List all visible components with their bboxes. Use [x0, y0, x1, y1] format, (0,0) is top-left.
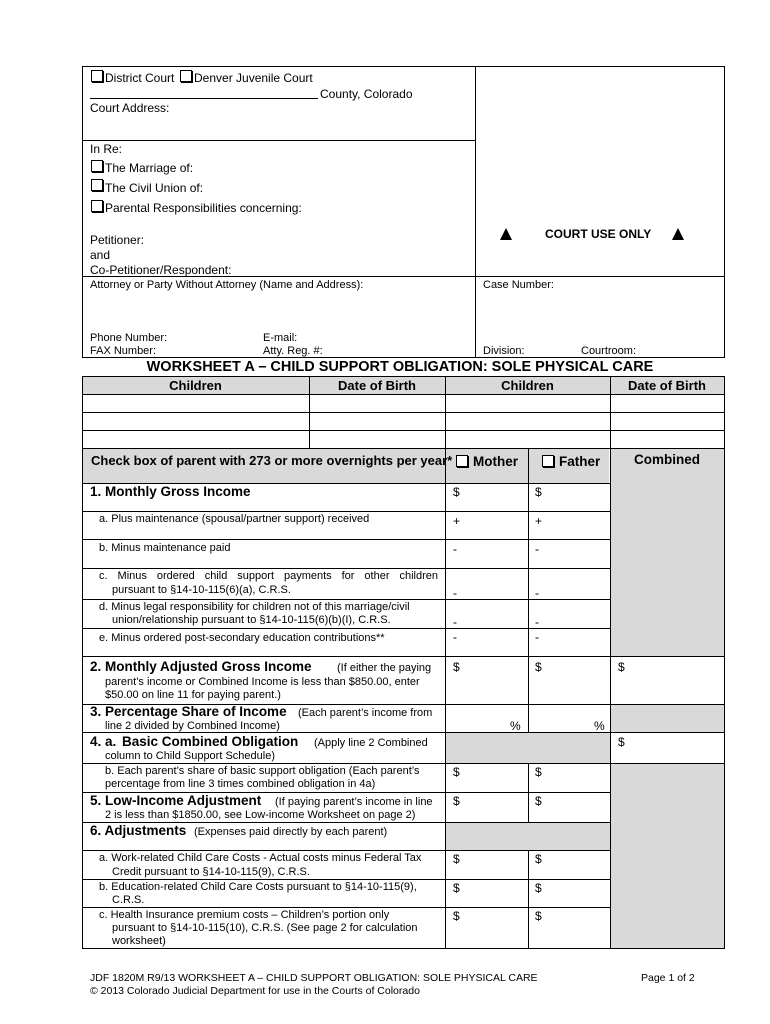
civil-union-checkbox[interactable] [91, 179, 103, 191]
line1d-label: d. Minus legal responsibility for children not of this marriage/civil [99, 601, 410, 613]
line4-note-cont: column to Child Support Schedule) [105, 750, 275, 762]
line6c-label-cont: pursuant to §14-10-115(10), C.R.S. (See page 2 for calculation [112, 922, 418, 934]
children-header: Children [169, 378, 222, 393]
page-title: WORKSHEET A – CHILD SUPPORT OBLIGATION: SOLE PHYSICAL CARE [146, 359, 654, 375]
minus-sign: - [535, 542, 539, 556]
dollar-sign: $ [453, 881, 460, 895]
juvenile-court-label: Denver Juvenile Court [194, 71, 313, 85]
mother-checkbox[interactable] [456, 455, 468, 467]
line2-label: 2. Monthly Adjusted Gross Income [90, 659, 312, 674]
children-header: Children [501, 378, 554, 393]
line1d-label-cont: union/relationship pursuant to §14-10-115(6)(b)(I), C.R.S. [112, 614, 391, 626]
email-label: E-mail: [263, 332, 298, 344]
parental-responsibilities-label: Parental Responsibilities concerning: [105, 201, 302, 215]
dollar-sign: $ [535, 765, 542, 779]
plus-sign: + [453, 514, 461, 528]
up-arrow-icon [500, 228, 512, 240]
line6b-label: b. Education-related Child Care Costs pursuant to §14-10-115(9), [99, 881, 417, 893]
line1b-label: b. Minus maintenance paid [99, 542, 231, 554]
dollar-sign: $ [535, 485, 542, 499]
dollar-sign: $ [618, 660, 625, 674]
minus-sign: - [453, 630, 457, 644]
line1a-label: a. Plus maintenance (spousal/partner support) received [99, 513, 370, 525]
line5-label: 5. Low-Income Adjustment [90, 793, 262, 808]
father-label: Father [559, 454, 601, 469]
dollar-sign: $ [618, 735, 625, 749]
dob-header: Date of Birth [338, 378, 416, 393]
dollar-sign: $ [453, 765, 460, 779]
dollar-sign: $ [535, 660, 542, 674]
minus-sign: - [535, 630, 539, 644]
line4-note: (Apply line 2 Combined [314, 737, 428, 749]
line6c-label-cont: worksheet) [112, 935, 166, 947]
line4-label: Basic Combined Obligation [122, 734, 299, 749]
plus-sign: + [535, 514, 543, 528]
court-address-label: Court Address: [90, 101, 170, 115]
atty-reg-label: Atty. Reg. #: [263, 345, 323, 357]
dollar-sign: $ [453, 485, 460, 499]
dollar-sign: $ [453, 660, 460, 674]
percent-sign: % [510, 719, 521, 733]
line2-note-cont: parent’s income or Combined Income is less than $850.00, enter [105, 676, 420, 688]
combined-label: Combined [634, 452, 700, 467]
line1c-label: c. Minus ordered child support payments for other children [99, 570, 438, 582]
dollar-sign: $ [453, 852, 460, 866]
parental-responsibilities-checkbox[interactable] [91, 200, 103, 212]
line6a-label: a. Work-related Child Care Costs - Actual costs minus Federal Tax [99, 852, 422, 864]
up-arrow-icon [672, 228, 684, 240]
minus-sign: - [453, 615, 457, 629]
county-label: County, Colorado [320, 87, 413, 101]
district-court-checkbox[interactable] [91, 70, 103, 82]
county-blank-line[interactable] [90, 98, 318, 99]
case-number-label: Case Number: [483, 279, 554, 291]
minus-sign: - [535, 586, 539, 600]
dob-header: Date of Birth [628, 378, 706, 393]
page-number: Page 1 of 2 [641, 972, 695, 984]
line1e-label: e. Minus ordered post-secondary education contributions** [99, 632, 385, 644]
juvenile-court-checkbox[interactable] [180, 70, 192, 82]
line6-label: 6. Adjustments [90, 823, 187, 838]
division-label: Division: [483, 345, 525, 357]
court-use-only-label: COURT USE ONLY [545, 227, 652, 241]
father-checkbox[interactable] [542, 455, 554, 467]
dollar-sign: $ [535, 881, 542, 895]
form-id: JDF 1820M R9/13 WORKSHEET A – CHILD SUPPORT OBLIGATION: SOLE PHYSICAL CARE [90, 972, 538, 984]
line4b-label-cont: percentage from line 3 times combined obligation in 4a) [105, 778, 376, 790]
minus-sign: - [453, 542, 457, 556]
line5-note: (If paying parent’s income in line [275, 796, 433, 808]
line5-note-cont: 2 is less than $1850.00, see Low-income Worksheet on page 2) [105, 809, 416, 821]
line3-note: (Each parent’s income from [298, 707, 433, 719]
line6c-label: c. Health Insurance premium costs – Children’s portion only [99, 909, 390, 921]
overnights-label: Check box of parent with 273 or more overnights per year* [91, 453, 453, 468]
line2-note-cont: $50.00 on line 11 for paying parent.) [105, 689, 281, 701]
line6b-label-cont: C.R.S. [112, 894, 145, 906]
district-court-label: District Court [105, 71, 175, 85]
line3-note-cont: line 2 divided by Combined Income) [105, 720, 280, 732]
dollar-sign: $ [453, 909, 460, 923]
co-petitioner-label: Co-Petitioner/Respondent: [90, 263, 232, 277]
fax-label: FAX Number: [90, 345, 157, 357]
petitioner-label: Petitioner: [90, 233, 145, 247]
courtroom-label: Courtroom: [581, 345, 637, 357]
marriage-label: The Marriage of: [105, 161, 194, 175]
minus-sign: - [535, 615, 539, 629]
percent-sign: % [594, 719, 605, 733]
line1c-label-cont: pursuant to §14-10-115(6)(a), C.R.S. [112, 584, 291, 596]
line2-note: (If either the paying [337, 662, 432, 674]
line3-label: 3. Percentage Share of Income [90, 704, 287, 719]
line6-note: (Expenses paid directly by each parent) [194, 826, 388, 838]
dollar-sign: $ [535, 909, 542, 923]
line4b-label: b. Each parent’s share of basic support obligation (Each parent’s [105, 765, 420, 777]
copyright: © 2013 Colorado Judicial Department for use in the Courts of Colorado [90, 985, 420, 997]
dollar-sign: $ [535, 852, 542, 866]
dollar-sign: $ [453, 794, 460, 808]
attorney-label: Attorney or Party Without Attorney (Name and Address): [90, 279, 364, 291]
line4-number: 4. a. [90, 734, 117, 749]
marriage-checkbox[interactable] [91, 160, 103, 172]
and-label: and [90, 248, 111, 262]
line1-label: 1. Monthly Gross Income [90, 484, 251, 499]
civil-union-label: The Civil Union of: [105, 181, 204, 195]
minus-sign: - [453, 586, 457, 600]
line6a-label-cont: Credit pursuant to §14-10-115(9), C.R.S. [112, 866, 310, 878]
dollar-sign: $ [535, 794, 542, 808]
phone-label: Phone Number: [90, 332, 168, 344]
in-re-label: In Re: [90, 142, 123, 156]
mother-label: Mother [473, 454, 518, 469]
